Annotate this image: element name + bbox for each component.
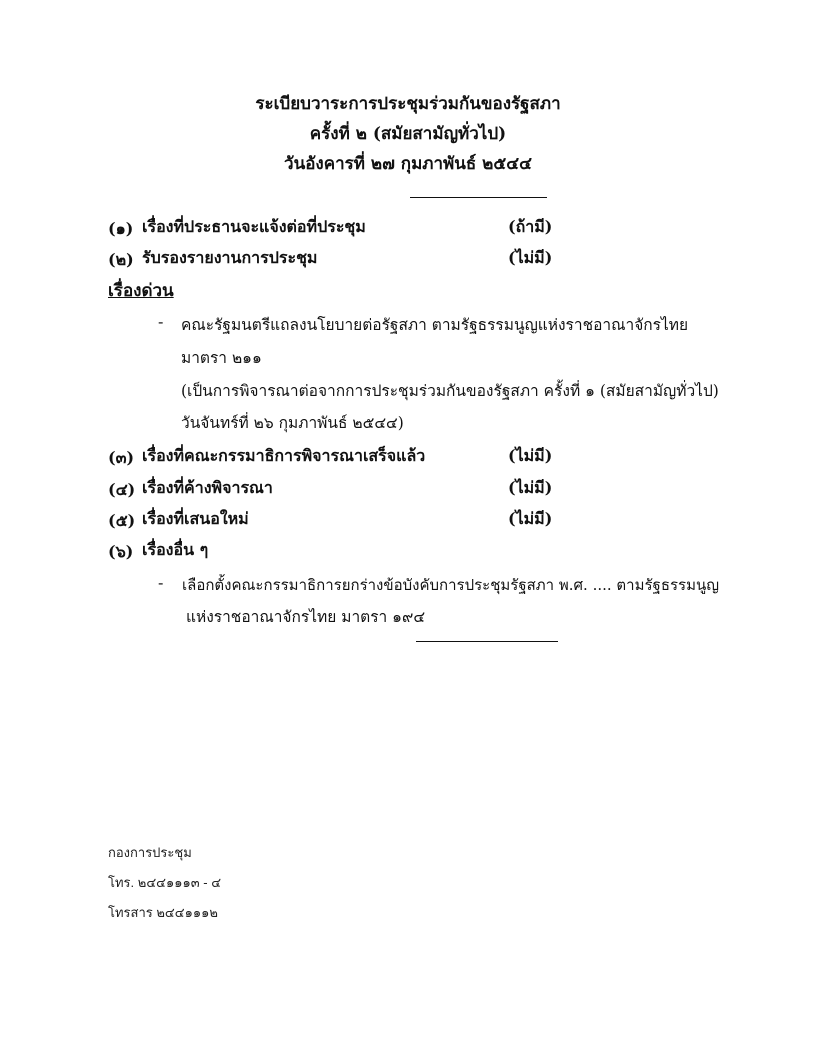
- other-dash: -: [158, 573, 164, 592]
- agenda-title: ระเบียบวาระการประชุมร่วมกันของรัฐสภา: [255, 94, 561, 114]
- urgent-line-1: คณะรัฐมนตรีแถลงนโยบายต่อรัฐสภา ตามรัฐธรรมนูญแห่งราชอาณาจักรไทย: [181, 316, 689, 334]
- item-2-status: (ไม่มี): [508, 248, 553, 267]
- end-divider: [416, 641, 558, 642]
- footer-office: กองการประชุม: [108, 845, 192, 860]
- header-divider: [410, 197, 547, 198]
- other-line-1: เลือกตั้งคณะกรรมาธิการยกร่างข้อบังคับการประชุมรัฐสภา พ.ศ. .... ตามรัฐธรรมนูญ: [182, 576, 720, 594]
- item-4-number: (๔): [108, 480, 136, 499]
- urgent-line-2: มาตรา ๒๑๑: [181, 349, 262, 367]
- item-6-number: (๖): [108, 542, 134, 561]
- urgent-line-4: วันจันทร์ที่ ๒๖ กุมภาพันธ์ ๒๕๔๔): [181, 414, 404, 432]
- item-2-label: รับรองรายงานการประชุม: [142, 248, 318, 267]
- urgent-heading: เรื่องด่วน: [108, 281, 174, 301]
- session-number: ครั้งที่ ๒ (สมัยสามัญทั่วไป): [309, 124, 507, 144]
- item-1-label: เรื่องที่ประธานจะแจ้งต่อที่ประชุม: [142, 217, 366, 236]
- item-1-status: (ถ้ามี): [508, 217, 553, 236]
- item-3-number: (๓): [108, 448, 135, 467]
- item-4-label: เรื่องที่ค้างพิจารณา: [142, 478, 273, 497]
- meeting-date: วันอังคารที่ ๒๗ กุมภาพันธ์ ๒๕๔๔: [284, 154, 532, 174]
- footer-fax: โทรสาร ๒๔๔๑๑๑๒: [108, 905, 218, 920]
- item-5-label: เรื่องที่เสนอใหม่: [142, 509, 249, 528]
- item-5-status: (ไม่มี): [508, 509, 553, 528]
- item-5-number: (๕): [108, 511, 136, 530]
- item-6-label: เรื่องอื่น ๆ: [142, 540, 209, 559]
- item-4-status: (ไม่มี): [508, 478, 553, 497]
- other-line-2: แห่งราชอาณาจักรไทย มาตรา ๑๙๔: [186, 608, 426, 626]
- urgent-line-3: (เป็นการพิจารณาต่อจากการประชุมร่วมกันของรัฐสภา ครั้งที่ ๑ (สมัยสามัญทั่วไป): [181, 382, 719, 400]
- item-1-number: (๑): [108, 219, 134, 238]
- item-3-label: เรื่องที่คณะกรรมาธิการพิจารณาเสร็จแล้ว: [142, 446, 426, 465]
- urgent-dash: -: [158, 312, 164, 331]
- item-2-number: (๒): [108, 250, 134, 269]
- footer-phone: โทร. ๒๔๔๑๑๑๓ - ๔: [108, 875, 222, 890]
- item-3-status: (ไม่มี): [508, 446, 553, 465]
